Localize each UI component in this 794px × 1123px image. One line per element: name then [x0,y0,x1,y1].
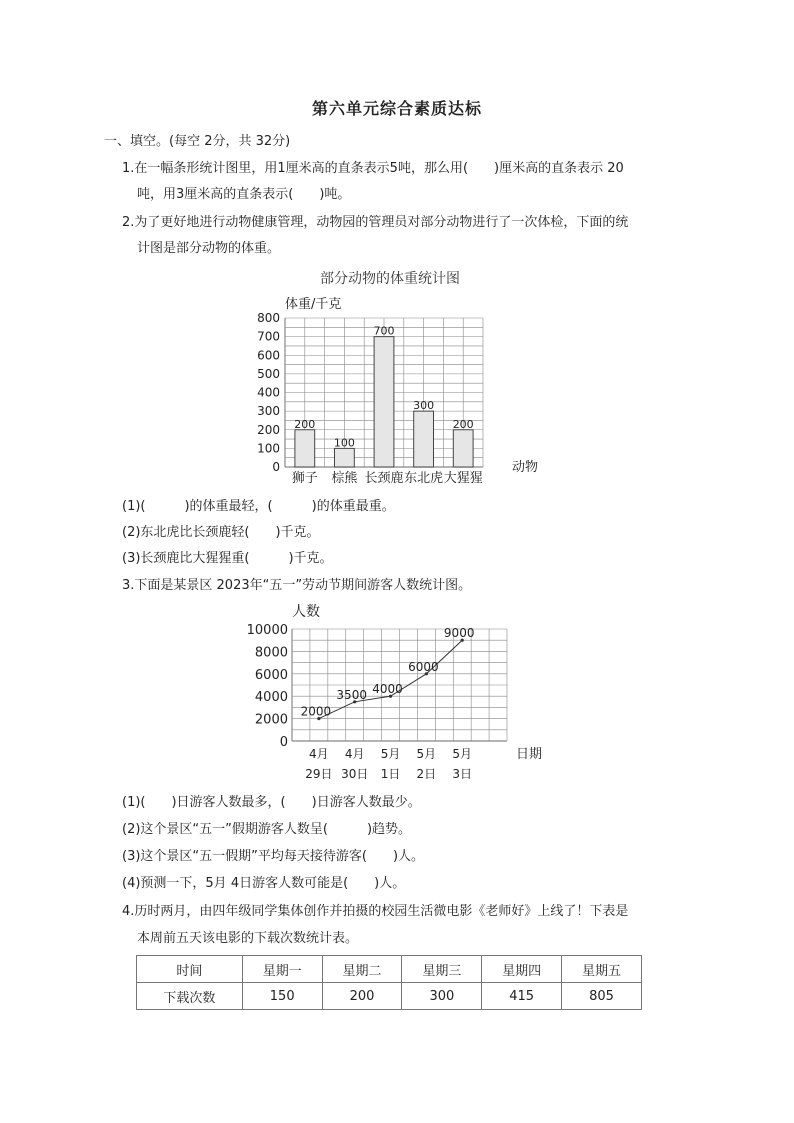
question-4-line-1: 4.历时两月，由四年级同学集体创作并拍摄的校园生活微电影《老师好》上线了！下表是 [122,904,629,919]
chart-title: 部分动物的体重统计图 [320,271,460,287]
y-tick-label: 0 [279,735,288,750]
x-axis-label: 动物 [512,460,539,475]
visitor-count-line-chart [240,598,560,784]
bar [335,448,355,467]
table-header-cell: 星期一 [242,956,322,983]
question-2-sub-1: (1)( )的体重最轻，( )的体重最重。 [122,499,395,514]
x-tick-label: 30日 [341,767,369,781]
y-tick-label: 6000 [254,667,288,683]
x-tick-label: 5月 [416,747,437,761]
table-header-cell: 星期四 [482,956,562,983]
question-3-line-1: 3.下面是某景区 2023年“五一”劳动节期间游客人数统计图。 [122,578,472,593]
table-cell: 150 [242,983,322,1010]
x-tick-label: 4月 [344,747,365,761]
x-tick-label: 大猩猩 [443,471,483,486]
x-tick-label: 1日 [380,767,401,781]
x-tick-label: 29日 [305,767,333,781]
y-tick-label: 0 [272,460,280,474]
question-3-sub-3: (3)这个景区“五一假期”平均每天接待游客( )人。 [122,849,425,864]
data-label: 6000 [408,659,439,674]
table-row [137,983,642,1010]
question-2-line-1: 2.为了更好地进行动物健康管理，动物园的管理员对部分动物进行了一次体检，下面的统 [122,215,629,230]
data-label: 4000 [372,682,403,697]
table-header-cell: 星期五 [562,956,642,983]
y-tick-label: 400 [257,385,280,400]
x-tick-label: 2日 [416,767,437,781]
table-cell: 200 [322,983,402,1010]
y-tick-label: 100 [257,441,280,456]
y-axis-label: 体重/千克 [285,297,342,312]
bar [295,430,315,467]
table-cell: 805 [562,983,642,1010]
y-tick-label: 10000 [246,623,288,638]
bar-value-label: 700 [373,324,395,338]
data-label: 3500 [336,687,367,702]
y-tick-label: 4000 [254,690,288,706]
y-tick-label: 2000 [254,712,288,728]
question-1-line-1: 1.在一幅条形统计图里，用1厘米高的直条表示5吨，那么用( )厘米高的直条表示 20 [122,161,624,176]
y-tick-label: 8000 [254,645,288,661]
bar-value-label: 200 [294,417,316,431]
x-tick-label: 3日 [452,767,473,781]
table-header-cell: 时间 [137,956,243,983]
y-tick-label: 800 [257,311,280,325]
bar-value-label: 100 [333,436,355,450]
question-3-sub-1: (1)( )日游客人数最多，( )日游客人数最少。 [122,795,421,810]
table-cell: 下载次数 [137,983,243,1010]
question-2-sub-3: (3)长颈鹿比大猩猩重( )千克。 [122,551,333,566]
download-count-table [136,955,642,1010]
data-label: 9000 [443,626,475,641]
table-cell: 300 [402,983,482,1010]
x-tick-label: 5月 [452,747,473,761]
y-axis-label: 人数 [292,604,320,620]
x-axis-label: 日期 [516,747,543,762]
question-3-sub-2: (2)这个景区“五一”假期游客人数呈( )趋势。 [122,822,412,837]
bar-value-label: 300 [413,399,435,413]
table-header-cell: 星期二 [322,956,402,983]
animal-weight-bar-chart [240,262,560,490]
x-tick-label: 5月 [380,747,401,761]
x-tick-label: 狮子 [291,471,318,486]
y-tick-label: 700 [257,329,280,344]
table-cell: 415 [482,983,562,1010]
table-header-row [137,956,642,983]
x-tick-label: 4月 [309,747,329,761]
x-tick-label: 棕熊 [331,471,358,486]
series-line [319,640,462,718]
question-1-line-2: 吨，用3厘米高的直条表示( )吨。 [137,187,351,202]
y-tick-label: 500 [257,366,280,381]
data-label: 2000 [300,704,332,719]
x-tick-label: 东北虎 [404,471,444,486]
bar-value-label: 200 [452,417,474,431]
question-2-sub-2: (2)东北虎比长颈鹿轻( )千克。 [122,525,320,540]
y-tick-label: 600 [257,348,280,363]
question-3-sub-4: (4)预测一下，5月 4日游客人数可能是( )人。 [122,876,406,891]
bar [374,337,394,467]
bar [414,411,434,467]
x-tick-label: 长颈鹿 [364,471,404,486]
y-tick-label: 200 [257,422,280,437]
page-title: 第六单元综合素质达标 [311,99,482,118]
question-2-line-2: 计图是部分动物的体重。 [137,241,281,256]
question-4-line-2: 本周前五天该电影的下载次数统计表。 [137,931,359,946]
section-heading: 一、填空。(每空 2分，共 32分) [104,134,291,149]
table-header-cell: 星期三 [402,956,482,983]
bar [453,430,473,467]
y-tick-label: 300 [257,404,280,419]
